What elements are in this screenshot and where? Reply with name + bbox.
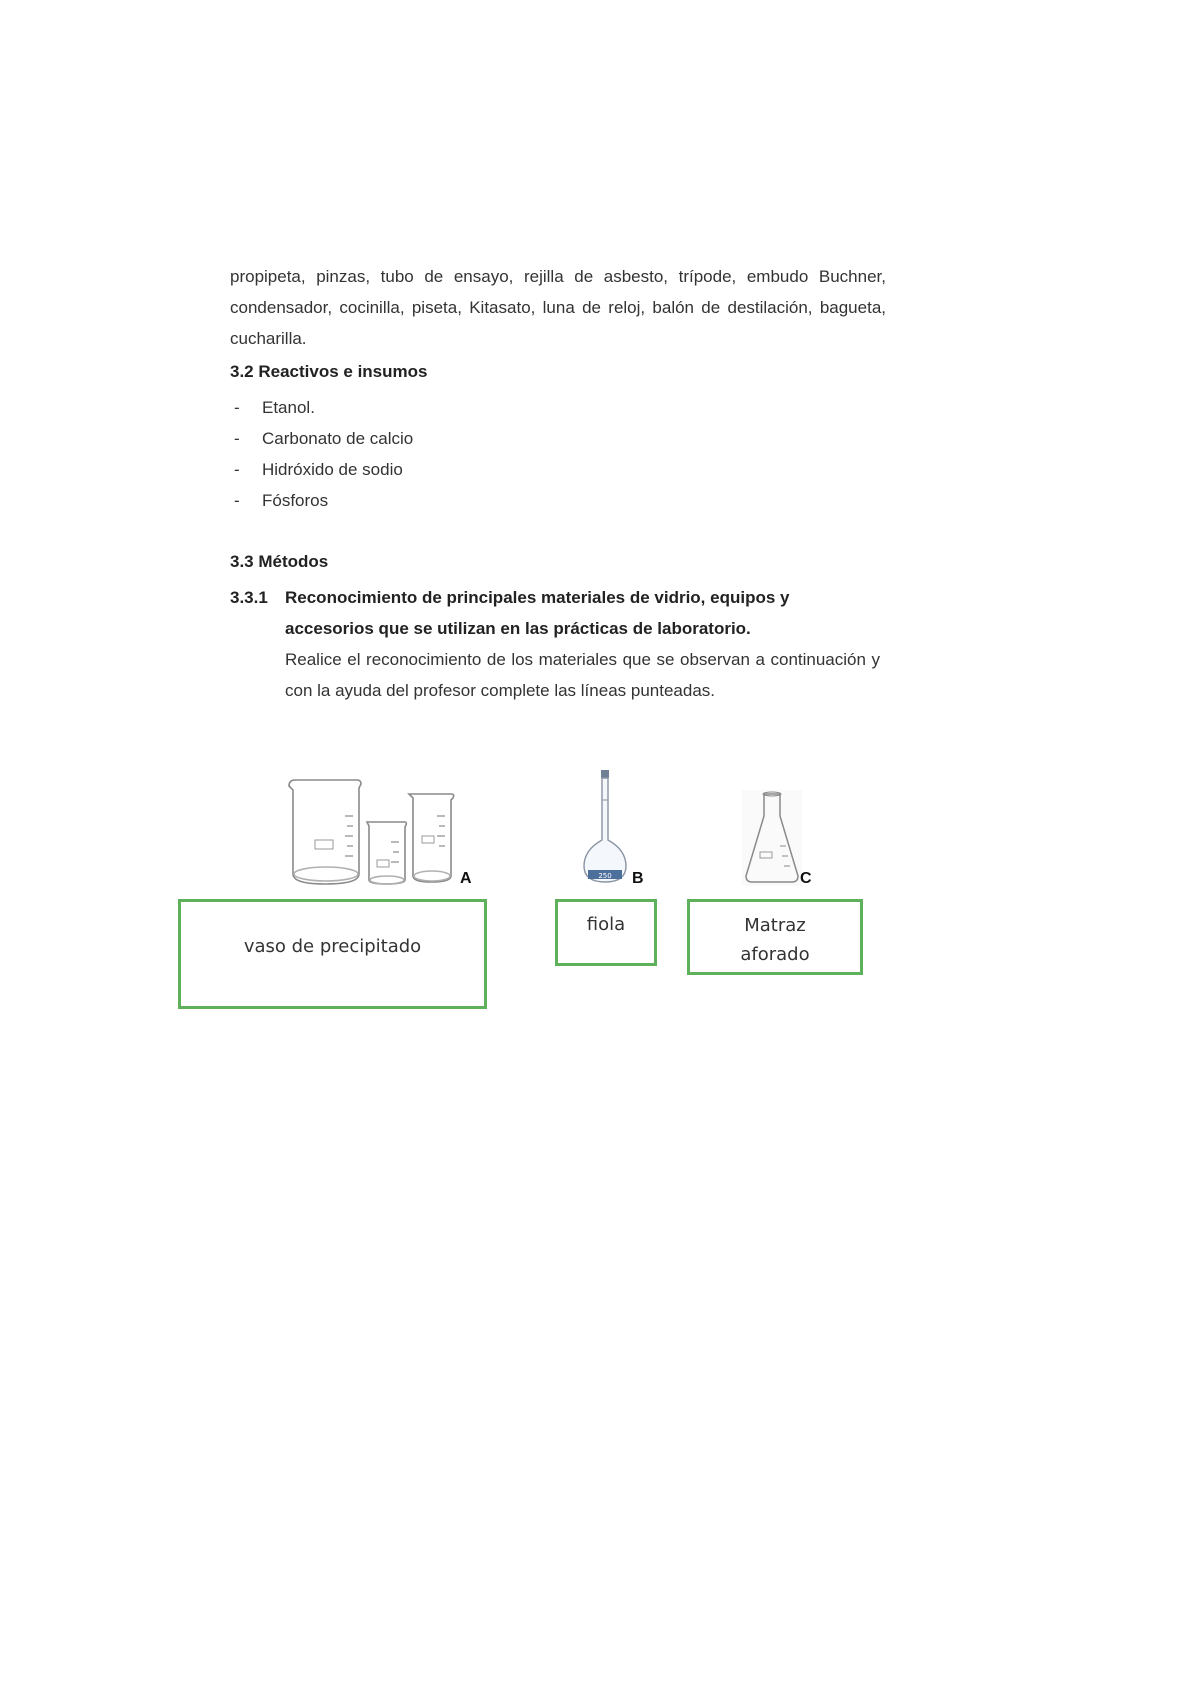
subsection-instructions: Realice el reconocimiento de los materiales que se observan a continuación y con la ayuda del profesor complete las líneas punteadas. — [285, 650, 880, 700]
materials-list-paragraph: propipeta, pinzas, tubo de ensayo, rejilla de asbesto, trípode, embudo Buchner, condensador, cocinilla, piseta, Kitasato, luna de reloj, balón de destilación, bagueta, cucharilla. — [230, 267, 886, 348]
answer-text-a: vaso de precipitado — [243, 936, 422, 957]
list-item — [230, 423, 413, 454]
subsection-title: Reconocimiento de principales materiales de vidrio, equipos y accesorios que se utilizan en las prácticas de laboratorio. — [285, 588, 790, 638]
list-dash: - — [234, 398, 240, 417]
list-item — [230, 454, 413, 485]
answer-box-c[interactable] — [687, 899, 863, 975]
figure-label-a: A — [460, 870, 472, 887]
list-dash: - — [234, 491, 240, 510]
subsection-number: 3.3.1 — [230, 588, 268, 607]
answer-text-c-line1: Matraz — [744, 915, 806, 936]
subsection-3-3-1 — [230, 582, 880, 706]
reagent-label: Fósforos — [262, 491, 329, 510]
list-item — [230, 392, 413, 423]
flask-volume-text: 250 — [598, 872, 612, 880]
erlenmeyer-flask-icon — [742, 790, 802, 886]
reagent-label: Etanol. — [262, 398, 315, 417]
metodos-heading: 3.3 Métodos — [230, 552, 329, 571]
list-dash: - — [234, 460, 240, 479]
answer-text-b: fiola — [586, 914, 626, 935]
reagent-label: Hidróxido de sodio — [262, 460, 403, 479]
list-dash: - — [234, 429, 240, 448]
answer-box-a[interactable] — [178, 899, 487, 1009]
figure-label-b: B — [632, 870, 644, 887]
volumetric-flask-icon — [580, 770, 630, 886]
reactivos-heading: 3.2 Reactivos e insumos — [230, 362, 428, 381]
reagent-label: Carbonato de calcio — [262, 429, 414, 448]
answer-text-c-line2: aforado — [740, 944, 810, 965]
list-item — [230, 485, 413, 516]
figure-label-c: C — [800, 870, 812, 887]
beakers-icon — [285, 776, 475, 886]
reagent-list — [230, 392, 413, 516]
answer-box-b[interactable] — [555, 899, 657, 966]
